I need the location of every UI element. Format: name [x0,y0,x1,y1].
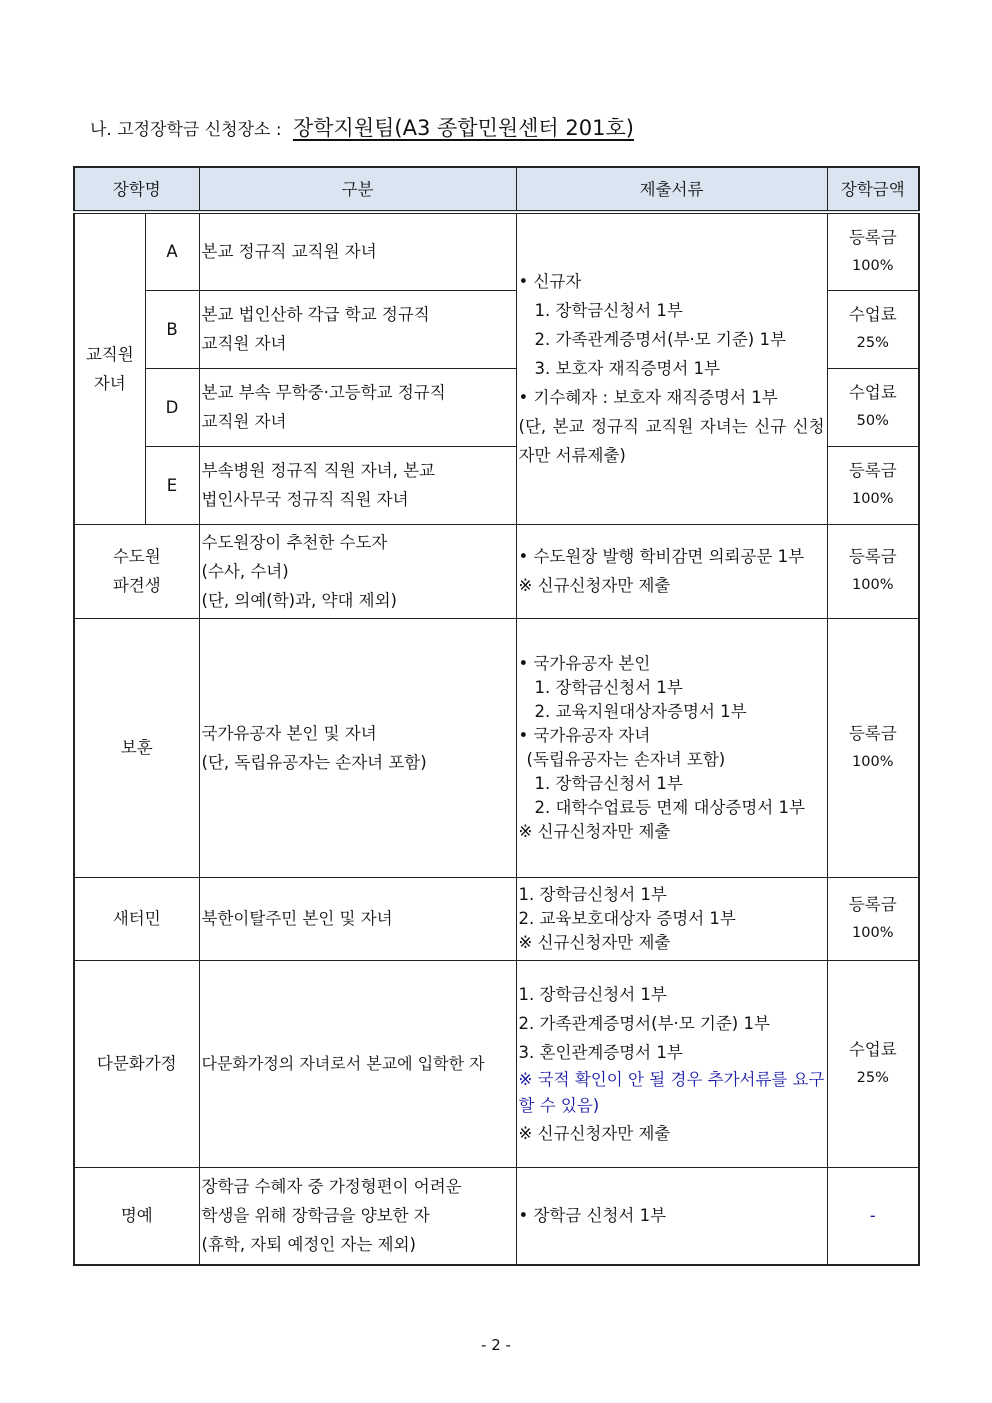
doc-line: • 국가유공자 본인 [518,653,651,673]
doc-line: 3. 혼인관계증명서 1부 [518,1042,683,1062]
doc-line: 2. 가족관계증명서(부·모 기준) 1부 [518,1013,770,1033]
amount-percent: 100% [852,753,894,770]
faculty-code-d: D [145,368,199,446]
religious-name-line1: 수도원 [112,547,161,566]
table-row [74,960,919,1167]
desc-line: (단, 독립유공자는 손자녀 포함) [201,752,427,772]
faculty-code-a: A [145,212,199,290]
doc-note: ※ 국적 확인이 안 될 경우 추가서류를 요구할 수 있음) [518,1069,825,1115]
amount-cell [827,524,919,618]
multicultural-desc: 다문화가정의 자녀로서 본교에 입학한 자 [199,960,516,1167]
honor-desc [199,1167,516,1265]
amount-cell [827,446,919,524]
faculty-code-b: B [145,290,199,368]
amount-cell [827,290,919,368]
desc-line: 교직원 자녀 [201,412,287,431]
religious-docs [516,524,827,618]
desc-line: 장학금 수혜자 중 가정형편이 어려운 [201,1177,462,1197]
faculty-desc-a: 본교 정규직 교직원 자녀 [199,212,516,290]
veterans-name: 보훈 [74,618,199,877]
page-number: - 2 - [481,1336,511,1354]
table-row [74,212,919,290]
doc-line: 1. 장학금신청서 1부 [518,884,667,904]
faculty-desc-d [199,368,516,446]
veterans-docs [516,618,827,877]
desc-line: 본교 법인산하 각급 학교 정규직 [201,305,430,324]
doc-line: 2. 교육보호대상자 증명서 1부 [518,908,736,928]
amount-label: 등록금 [848,461,897,480]
amount-percent: 25% [856,1069,889,1086]
honor-amount: - [827,1167,919,1265]
faculty-name-line2: 자녀 [93,373,126,393]
doc-line: 1. 장학금신청서 1부 [534,677,683,697]
table-header-row [74,167,919,212]
amount-label: 등록금 [848,894,897,914]
amount-label: 수업료 [848,305,897,324]
amount-percent: 25% [856,335,889,351]
desc-line: 수도원장이 추천한 수도자 [201,532,388,552]
header-documents: 제출서류 [516,167,827,212]
table-row [74,877,919,960]
faculty-doc-line: • 기수혜자 : 보호자 재직증명서 1부 [518,388,778,408]
honor-name: 명예 [74,1167,199,1265]
doc-line: 2. 교육지원대상자증명서 1부 [534,701,747,721]
amount-cell [827,368,919,446]
defectors-desc: 북한이탈주민 본인 및 자녀 [199,877,516,960]
header-scholarship-name: 장학명 [74,167,199,212]
doc-line: ※ 신규신청자만 제출 [518,821,671,841]
amount-percent: 100% [852,257,894,274]
desc-line: 법인사무국 정규직 직원 자녀 [201,490,409,509]
amount-percent: 100% [852,924,894,941]
desc-line: (수사, 수녀) [201,561,289,581]
doc-line: ※ 신규신청자만 제출 [518,932,671,952]
doc-line: (독립유공자는 손자녀 포함) [526,749,726,769]
desc-line: 국가유공자 본인 및 자녀 [201,723,377,743]
doc-line: 1. 장학금신청서 1부 [518,984,667,1004]
amount-cell [827,212,919,290]
amount-label: 등록금 [848,547,897,566]
defectors-name: 새터민 [74,877,199,960]
amount-percent: 50% [856,413,889,429]
amount-cell [827,877,919,960]
application-location: 장학지원팀(A3 종합민원센터 201호) [292,116,634,140]
faculty-doc-line: • 신규자 [518,272,582,292]
faculty-desc-b [199,290,516,368]
amount-label: 수업료 [848,383,897,402]
section-heading [90,112,634,142]
desc-line: 부속병원 정규직 직원 자녀, 본교 [201,461,435,480]
table-row [74,618,919,877]
amount-percent: 100% [852,491,894,507]
faculty-doc-line: 1. 장학금신청서 1부 [534,301,683,321]
defectors-docs [516,877,827,960]
faculty-code-e: E [145,446,199,524]
veterans-desc [199,618,516,877]
doc-line: ※ 신규신청자만 제출 [518,1123,671,1143]
religious-desc [199,524,516,618]
honor-docs: • 장학금 신청서 1부 [516,1167,827,1265]
table-row [74,524,919,618]
amount-percent: 100% [852,577,894,593]
amount-cell [827,618,919,877]
desc-line: (단, 의예(학)과, 약대 제외) [201,590,397,610]
desc-line: 학생을 위해 장학금을 양보한 자 [201,1206,430,1226]
header-category: 구분 [199,167,516,212]
desc-line: 본교 부속 무학중·고등학교 정규직 [201,383,446,402]
header-amount: 장학금액 [827,167,919,212]
multicultural-name: 다문화가정 [74,960,199,1167]
doc-line: • 국가유공자 자녀 [518,725,651,745]
religious-name-line2: 파견생 [112,576,161,595]
faculty-doc-line: 3. 보호자 재직증명서 1부 [534,359,720,379]
doc-line: ※ 신규신청자만 제출 [518,576,671,595]
faculty-name-line1: 교직원 [85,344,134,364]
desc-line: 교직원 자녀 [201,334,287,353]
faculty-docs [516,212,827,524]
faculty-desc-e [199,446,516,524]
doc-line: • 수도원장 발행 학비감면 의뢰공문 1부 [518,547,805,566]
doc-line: 2. 대학수업료등 면제 대상증명서 1부 [534,797,805,817]
faculty-name-cell [74,212,145,524]
amount-label: 등록금 [848,227,897,247]
heading-prefix: 나. 고정장학금 신청장소 : [90,120,282,140]
amount-label: 등록금 [848,723,897,743]
multicultural-docs [516,960,827,1167]
desc-line: (휴학, 자퇴 예정인 자는 제외) [201,1235,416,1255]
doc-line: 1. 장학금신청서 1부 [534,773,683,793]
amount-cell [827,960,919,1167]
faculty-doc-note: (단, 본교 정규직 교직원 자녀는 신규 신청자만 서류제출) [518,417,825,466]
faculty-doc-line: 2. 가족관계증명서(부·모 기준) 1부 [534,330,786,350]
scholarship-table [73,166,920,1266]
amount-label: 수업료 [848,1039,897,1059]
table-row [74,1167,919,1265]
religious-name-cell [74,524,199,618]
